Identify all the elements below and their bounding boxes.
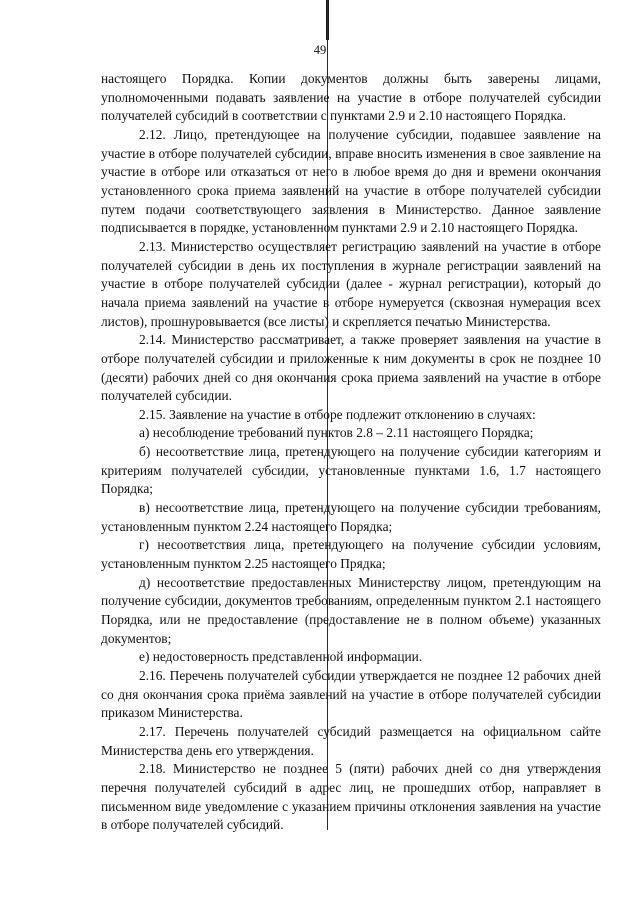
- paragraph-2-17: 2.17. Перечень получателей субсидий размещается на официальном сайте Министерства день его утверждения.: [101, 723, 601, 758]
- paragraph-2-15: 2.15. Заявление на участие в отборе подлежит отклонению в случаях:: [139, 406, 536, 422]
- list-item-v: в) несоответствие лица, претендующего на получение субсидии требованиям, установленным пунктом 2.24 настоящего Порядка;: [101, 500, 601, 534]
- list-item-b: б) несоответствие лица, претендующего на получение субсидии категориям и критериям получателей субсидии, установленные пунктами 1.6, 1.7 настоящего Порядка;: [101, 444, 601, 497]
- paragraph-continuation: настоящего Порядка. Копии документов должны быть заверены лицами, уполномоченными подавать заявление на участие в отборе получателей субсидии получателей субсидий в соответствии с пунктами 2.9 и 2.10 настоящего Порядка.: [101, 71, 601, 124]
- page-number: 49: [313, 43, 327, 57]
- paragraph-2-16: 2.16. Перечень получателей субсидии утверждается не позднее 12 рабочих дней со дня окончания срока приёма заявлений на участие в отборе получателей субсидии приказом Министерства.: [101, 668, 601, 721]
- paragraph-2-18: 2.18. Министерство не позднее 5 (пяти) рабочих дней со дня утверждения перечня получателей субсидий в адрес лиц, не прошедших отбор, направляет в письменном виде уведомление с указанием причины отклонения заявления на участие в отборе получателей субсидий.: [101, 761, 601, 833]
- list-item-e: е) недостоверность представленной информации.: [139, 649, 423, 665]
- list-item-a: а) несоблюдение требований пунктов 2.8 – 2.11 настоящего Порядка;: [139, 425, 534, 441]
- document-body: [101, 70, 601, 835]
- paragraph-2-12: 2.12. Лицо, претендующее на получение субсидии, подавшее заявление на участие в отборе получателей субсидии, вправе вносить изменения в свое заявление на участие в отборе или отказаться от него в любое время до дня и времени окончания установленного срока приема заявлений на участие в отборе получателей субсидии путем подачи соответствующего заявления в Министерство. Данное заявление подписывается в порядке, установленном пунктами 2.9 и 2.10 настоящего Порядка.: [101, 126, 601, 236]
- list-item-d: д) несоответствие предоставленных Министерству лицом, претендующим на получение субсидии, документов требованиям, определенным пунктом 2.1 настоящего Порядка, или не предоставление (предоставление не в полном объеме) указанных документов;: [101, 574, 601, 646]
- list-item-g: г) несоответствия лица, претендующего на получение субсидии условиям, установленным пунктом 2.25 настоящего Прядка;: [101, 537, 601, 572]
- paragraph-2-14: 2.14. Министерство рассматривает, а также проверяет заявления на участие в отборе получателей субсидии и приложенные к ним документы в срок не позднее 10 (десяти) рабочих дней со дня окончания срока приема заявлений на участие в отборе получателей субсидии.: [101, 332, 601, 404]
- paragraph-2-13: 2.13. Министерство осуществляет регистрацию заявлений на участие в отборе получателей субсидии в день их поступления в журнале регистрации заявлений на участие в отборе получателей субсидии (далее - журнал регистрации), который до начала приема заявлений на участие в отборе нумеруется (сквозная нумерация всех листов), прошнуровывается (все листы) и скрепляется печатью Министерства.: [101, 238, 601, 329]
